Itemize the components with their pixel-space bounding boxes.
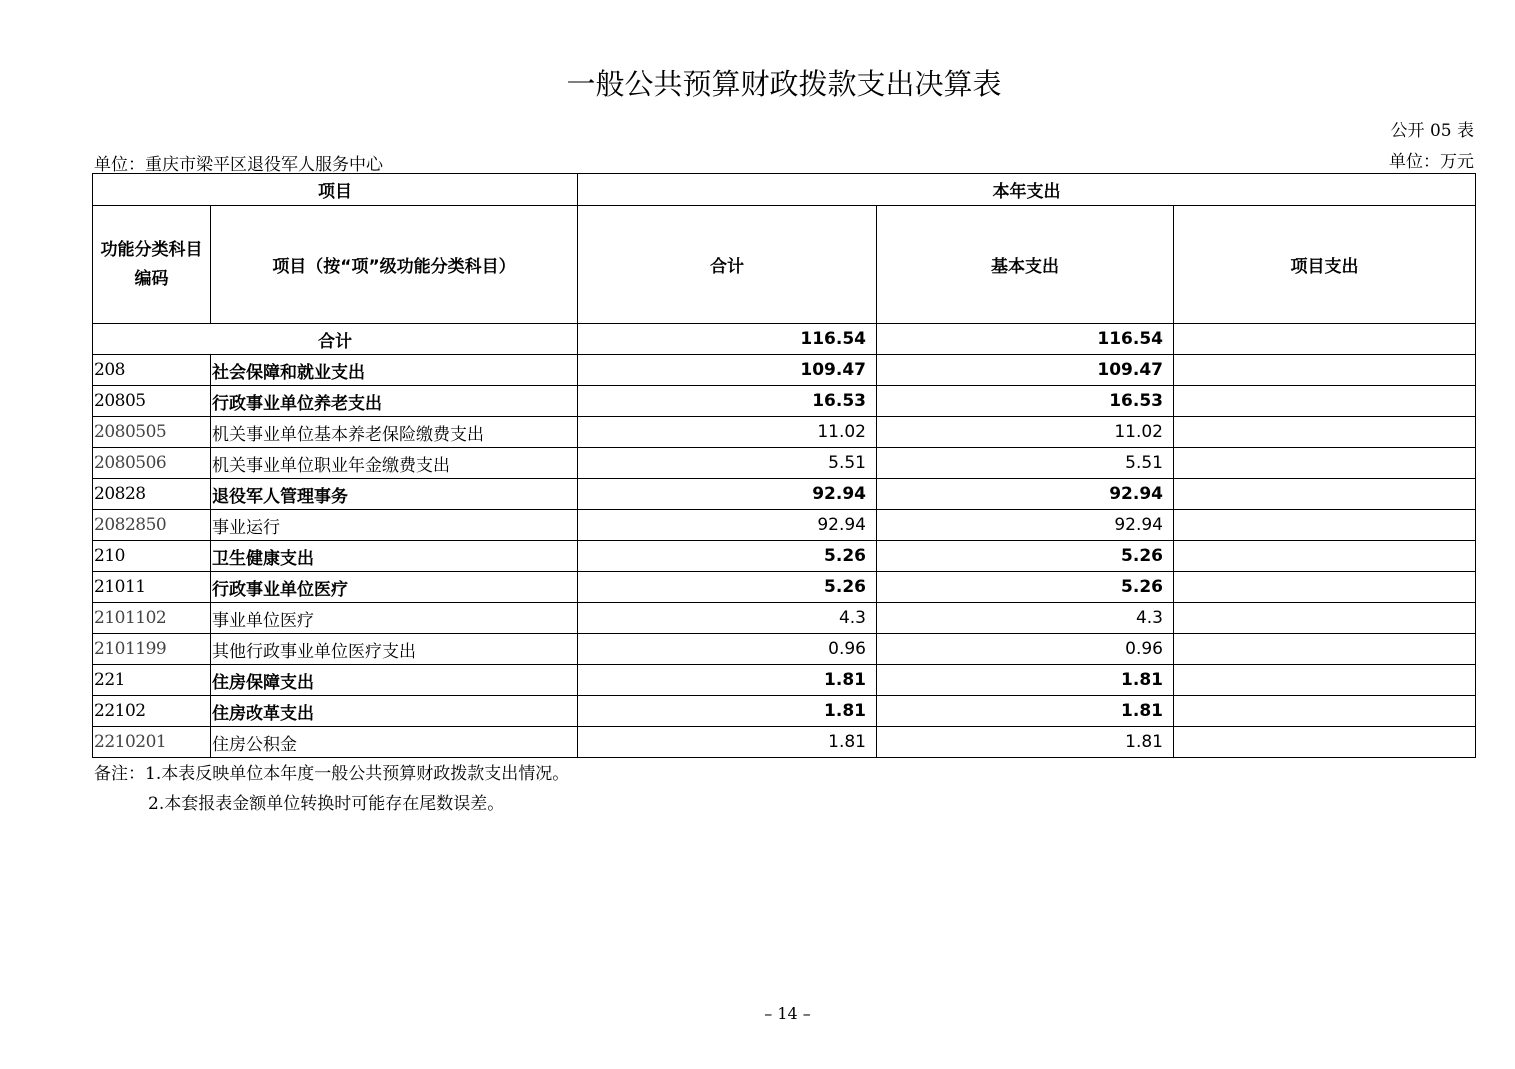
table-row [93,541,1476,572]
row-name: 住房改革支出 [211,696,578,727]
row-total: 109.47 [578,355,877,386]
row-code: 2101102 [93,603,211,634]
row-basic: 5.51 [877,448,1174,479]
total-total: 116.54 [578,324,877,355]
table-row [93,696,1476,727]
row-project [1174,479,1476,510]
table-row [93,634,1476,665]
row-name: 行政事业单位养老支出 [211,386,578,417]
row-basic: 5.26 [877,572,1174,603]
row-basic: 92.94 [877,479,1174,510]
row-project [1174,510,1476,541]
row-code: 210 [93,541,211,572]
row-basic: 11.02 [877,417,1174,448]
header-row-1 [93,174,1476,206]
row-name: 社会保障和就业支出 [211,355,578,386]
row-basic: 16.53 [877,386,1174,417]
row-project [1174,696,1476,727]
row-total: 1.81 [578,696,877,727]
total-label: 合计 [93,324,578,355]
row-total: 11.02 [578,417,877,448]
row-code: 21011 [93,572,211,603]
row-total: 0.96 [578,634,877,665]
row-basic: 5.26 [877,541,1174,572]
table-row [93,510,1476,541]
row-name: 住房公积金 [211,727,578,758]
header-name: 项目（按“项”级功能分类科目） [211,206,578,324]
row-basic: 0.96 [877,634,1174,665]
row-name: 退役军人管理事务 [211,479,578,510]
table-row [93,479,1476,510]
total-basic: 116.54 [877,324,1174,355]
page-number: – 14 – [764,1004,811,1023]
row-code: 20805 [93,386,211,417]
table-row [93,355,1476,386]
row-code: 2080505 [93,417,211,448]
row-project [1174,634,1476,665]
row-total: 92.94 [578,510,877,541]
row-total: 5.26 [578,572,877,603]
header-row-2 [93,206,1476,324]
header-project: 项目 [93,174,578,206]
form-number: 公开 05 表 [1390,121,1474,141]
note-2: 2.本套报表金额单位转换时可能存在尾数误差。 [148,794,505,814]
row-name: 事业单位医疗 [211,603,578,634]
row-project [1174,355,1476,386]
row-code: 221 [93,665,211,696]
table-row [93,448,1476,479]
total-row [93,324,1476,355]
header-project-expense: 项目支出 [1174,206,1476,324]
row-basic: 1.81 [877,696,1174,727]
header-basic: 基本支出 [877,206,1174,324]
row-total: 1.81 [578,665,877,696]
table-row [93,386,1476,417]
row-name: 其他行政事业单位医疗支出 [211,634,578,665]
row-name: 事业运行 [211,510,578,541]
unit-currency: 单位：万元 [1389,152,1474,172]
unit-organization: 单位：重庆市梁平区退役军人服务中心 [94,155,383,175]
row-name: 机关事业单位基本养老保险缴费支出 [211,417,578,448]
row-total: 5.26 [578,541,877,572]
row-total: 5.51 [578,448,877,479]
row-total: 4.3 [578,603,877,634]
row-basic: 4.3 [877,603,1174,634]
row-name: 行政事业单位医疗 [211,572,578,603]
row-project [1174,386,1476,417]
row-name: 机关事业单位职业年金缴费支出 [211,448,578,479]
row-code: 2082850 [93,510,211,541]
row-code: 2210201 [93,727,211,758]
row-project [1174,541,1476,572]
row-project [1174,572,1476,603]
table-row [93,603,1476,634]
row-project [1174,603,1476,634]
row-code: 20828 [93,479,211,510]
header-total: 合计 [578,206,877,324]
note-1: 备注：1.本表反映单位本年度一般公共预算财政拨款支出情况。 [94,764,570,784]
row-total: 1.81 [578,727,877,758]
row-code: 22102 [93,696,211,727]
header-current-year-expense: 本年支出 [578,174,1476,206]
table-row [93,417,1476,448]
row-code: 2101199 [93,634,211,665]
row-name: 住房保障支出 [211,665,578,696]
table-row [93,572,1476,603]
row-project [1174,665,1476,696]
row-total: 92.94 [578,479,877,510]
expense-table [92,173,1476,758]
row-basic: 109.47 [877,355,1174,386]
row-project [1174,448,1476,479]
row-code: 208 [93,355,211,386]
row-project [1174,417,1476,448]
header-code: 功能分类科目编码 [93,206,211,324]
row-basic: 92.94 [877,510,1174,541]
row-code: 2080506 [93,448,211,479]
table-row [93,665,1476,696]
row-basic: 1.81 [877,727,1174,758]
row-total: 16.53 [578,386,877,417]
row-name: 卫生健康支出 [211,541,578,572]
table-row [93,727,1476,758]
page-title: 一般公共预算财政拨款支出决算表 [566,67,1002,101]
row-project [1174,727,1476,758]
row-basic: 1.81 [877,665,1174,696]
total-project [1174,324,1476,355]
